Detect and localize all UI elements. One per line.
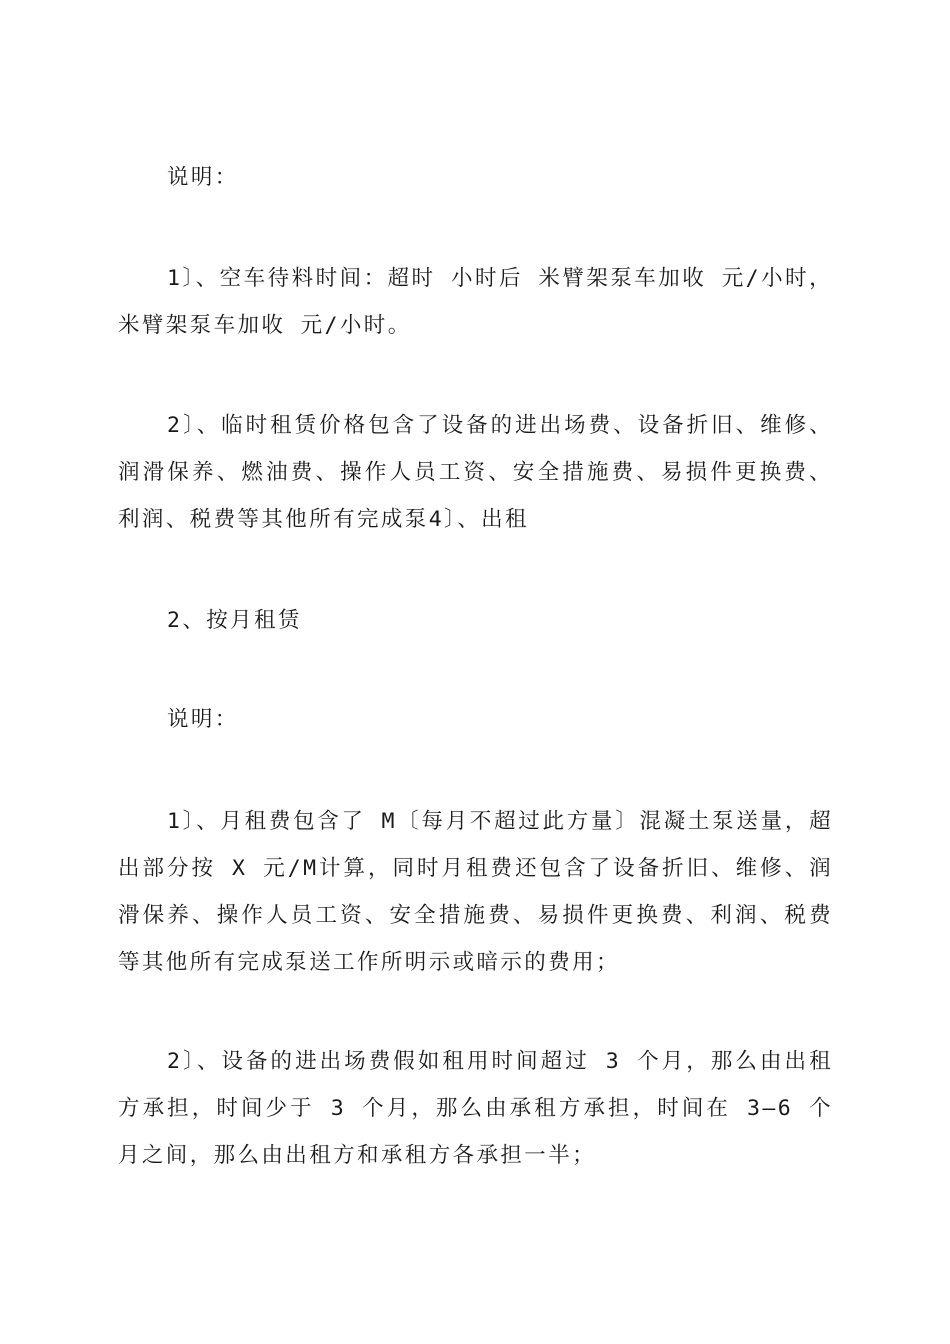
note-heading: 说明： (167, 165, 239, 190)
paragraph-entry-exit-fee: 2〕、设备的进出场费假如租用时间超过 3 个月，那么由出租方承担，时间少于 3 个月，那么由承租方承担，时间在 3—6 个月之间，那么由出租方和承租方各承担一半； (118, 1049, 833, 1168)
section-heading-monthly-rental: 2、按月租赁 (167, 608, 302, 633)
paragraph-temporary-rental-price: 2〕、临时租赁价格包含了设备的进出场费、设备折旧、维修、润滑保养、燃油费、操作人员工资、安全措施费、易损件更换费、利润、税费等其他所有完成泵4〕、出租 (118, 413, 833, 532)
paragraph-monthly-fee: 1〕、月租费包含了 M〔每月不超过此方量〕混凝土泵送量，超出部分按 X 元/M计算，同时月租费还包含了设备折旧、维修、润滑保养、操作人员工资、安全措施费、易损件更换费、利润、税费等其他所有完成泵送工作所明示或暗示的费用； (118, 809, 833, 975)
paragraph-idle-time: 1〕、空车待料时间：超时 小时后 米臂架泵车加收 元/小时，米臂架泵车加收 元/小时。 (118, 266, 833, 338)
note-heading: 说明： (167, 707, 239, 732)
